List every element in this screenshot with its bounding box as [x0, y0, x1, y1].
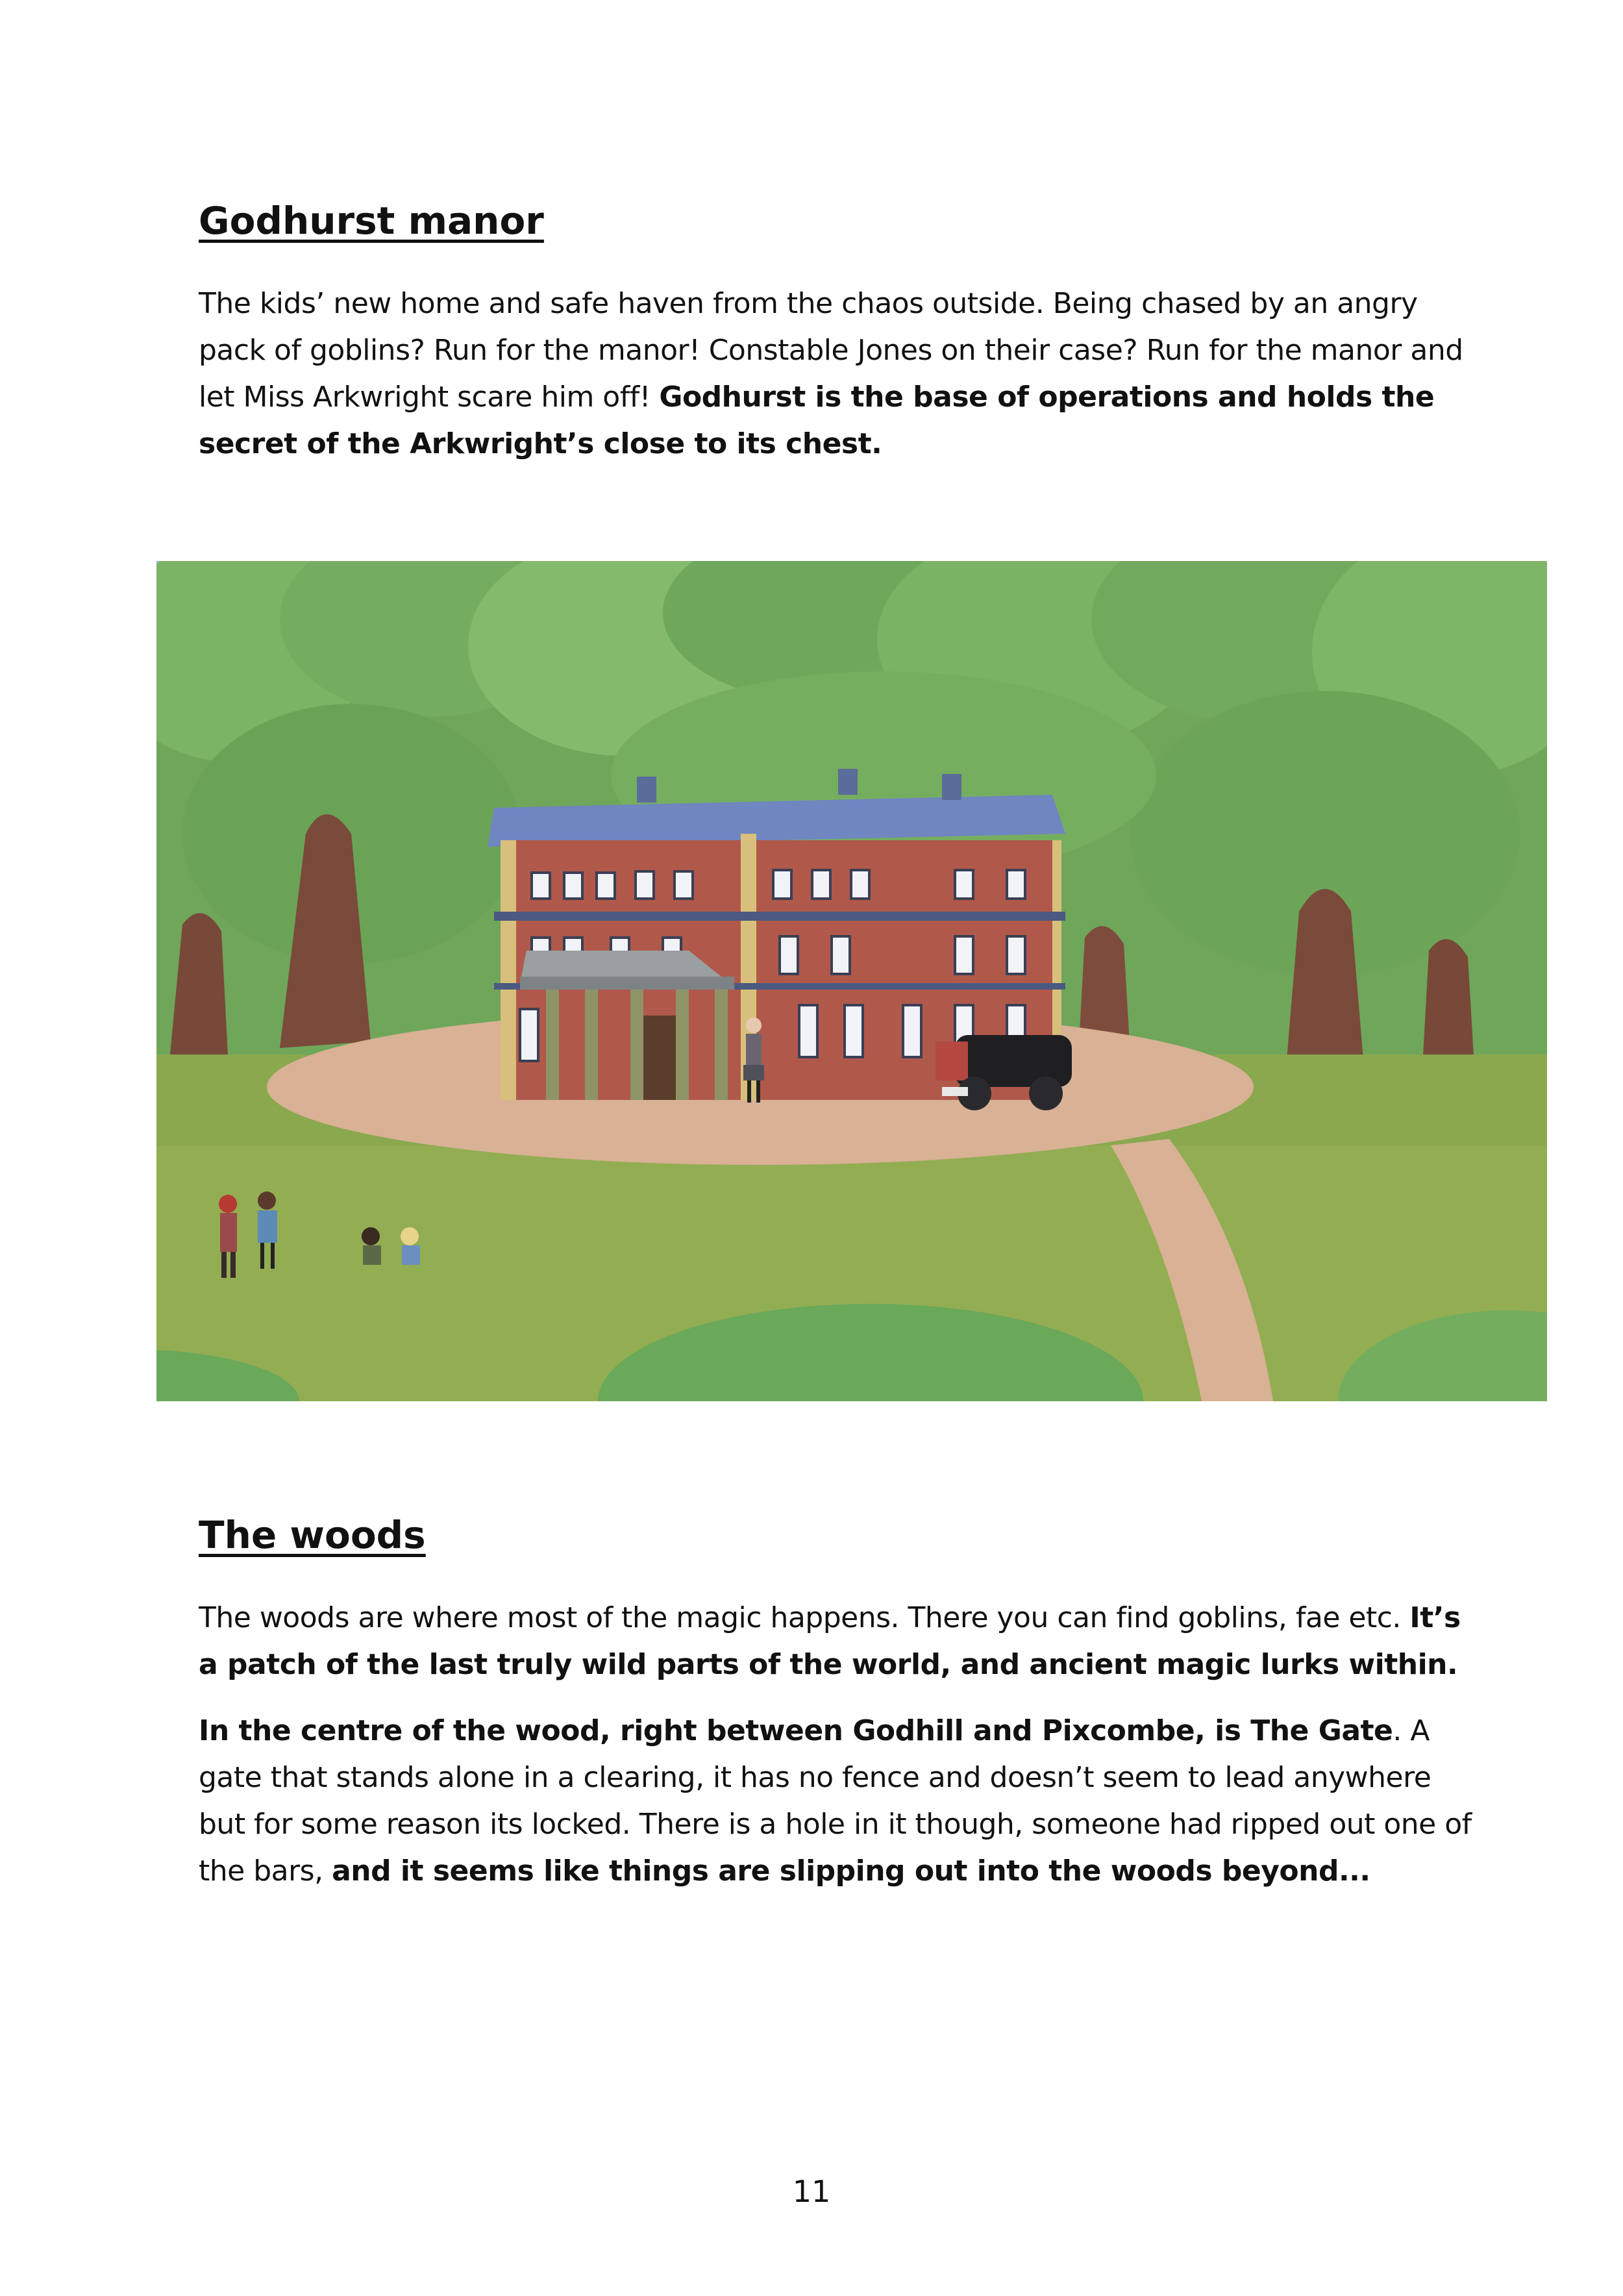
section-heading-the-woods: The woods: [199, 1513, 426, 1557]
godhurst-paragraph-text: The kids’ new home and safe haven from the chaos outside. Being chased by an angry pack of goblins? Run for the manor! Constable Jones on their case? Run for the manor and let Miss Arkwright scare him off!: [199, 287, 1463, 414]
woods-paragraph-1: [199, 1595, 1484, 1688]
manor-illustration: [156, 561, 1547, 1401]
section-heading-godhurst-manor: Godhurst manor: [199, 199, 544, 243]
woods-paragraph-1-text: The woods are where most of the magic happens. There you can find goblins, fae etc.: [199, 1601, 1410, 1634]
woods-paragraph-1-bold: It’s a patch of the last truly wild parts of the world, and ancient magic lurks within.: [199, 1601, 1461, 1681]
woods-paragraph-2-text: . A gate that stands alone in a clearing, it has no fence and doesn’t seem to lead anywhere but for some reason its locked. There is a hole in it though, someone had ripped out one of the bars,: [199, 1714, 1472, 1888]
woods-paragraph-2-bold-start: In the centre of the wood, right between Godhill and Pixcombe, is The Gate: [199, 1714, 1393, 1747]
woods-paragraph-2: [199, 1708, 1484, 1895]
woods-paragraph-2-bold-end: and it seems like things are slipping out into the woods beyond...: [332, 1854, 1370, 1888]
godhurst-paragraph: [199, 281, 1484, 468]
godhurst-paragraph-bold: Godhurst is the base of operations and holds the secret of the Arkwright’s close to its chest.: [199, 381, 1435, 460]
page-number: 11: [792, 2174, 831, 2209]
